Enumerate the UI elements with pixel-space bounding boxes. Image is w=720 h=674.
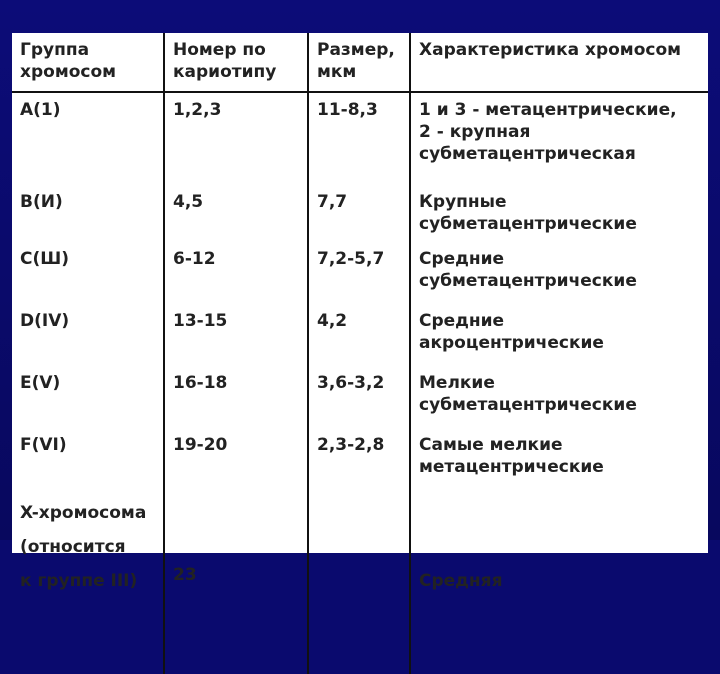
table-row bbox=[12, 490, 708, 674]
cell-size: 7,7 bbox=[308, 185, 410, 242]
cell-group-line: А(1) bbox=[20, 100, 61, 120]
cell-group-line: С(Ш) bbox=[20, 249, 70, 269]
header-size-line: мкм bbox=[317, 62, 357, 82]
cell-group bbox=[12, 428, 164, 490]
cell-characteristic-line: 1 и 3 - метацентрические, bbox=[419, 100, 677, 120]
cell-characteristic-line: Средние bbox=[419, 311, 505, 331]
header-karyotype-line: Номер по bbox=[173, 40, 266, 60]
table-row bbox=[12, 242, 708, 304]
cell-group bbox=[12, 304, 164, 366]
cell-characteristic bbox=[410, 490, 708, 674]
cell-characteristic bbox=[410, 428, 708, 490]
cell-group-line: X-хромосома bbox=[20, 503, 147, 523]
cell-size: 7,2-5,7 bbox=[308, 242, 410, 304]
cell-group bbox=[12, 185, 164, 242]
cell-group bbox=[12, 490, 164, 674]
chromosome-table-container bbox=[12, 33, 708, 591]
header-size bbox=[308, 33, 410, 92]
cell-characteristic-line: Средние bbox=[419, 249, 505, 269]
chromosome-groups-table bbox=[12, 33, 708, 674]
cell-size: 3,6-3,2 bbox=[308, 366, 410, 428]
cell-characteristic-line: субметацентрические bbox=[419, 214, 637, 234]
cell-characteristic bbox=[410, 304, 708, 366]
cell-characteristic-line: метацентрические bbox=[419, 457, 604, 477]
cell-karyotype: 19-20 bbox=[164, 428, 308, 490]
cell-size bbox=[308, 490, 410, 674]
cell-group bbox=[12, 366, 164, 428]
table-row bbox=[12, 366, 708, 428]
cell-characteristic-line: Средняя bbox=[419, 571, 503, 591]
cell-size: 11-8,3 bbox=[308, 92, 410, 185]
cell-group bbox=[12, 242, 164, 304]
table-row bbox=[12, 428, 708, 490]
cell-size: 4,2 bbox=[308, 304, 410, 366]
cell-karyotype bbox=[164, 490, 308, 674]
header-karyotype-line: кариотипу bbox=[173, 62, 277, 82]
cell-characteristic-line bbox=[419, 530, 702, 564]
header-group bbox=[12, 33, 164, 92]
table-row bbox=[12, 185, 708, 242]
cell-characteristic-line bbox=[419, 496, 702, 530]
header-group-line: хромосом bbox=[20, 62, 117, 82]
cell-characteristic bbox=[410, 185, 708, 242]
cell-karyotype-value: 23 bbox=[173, 565, 197, 585]
cell-characteristic-line: Крупные bbox=[419, 192, 507, 212]
cell-characteristic-line: 2 - крупная bbox=[419, 122, 531, 142]
cell-characteristic bbox=[410, 242, 708, 304]
cell-characteristic-line: Самые мелкие bbox=[419, 435, 563, 455]
cell-characteristic bbox=[410, 366, 708, 428]
cell-characteristic-line: субметацентрическая bbox=[419, 144, 636, 164]
cell-characteristic-line: Мелкие bbox=[419, 373, 495, 393]
header-size-line: Размер, bbox=[317, 40, 395, 60]
cell-group-line: F(VI) bbox=[20, 435, 67, 455]
cell-karyotype: 1,2,3 bbox=[164, 92, 308, 185]
cell-karyotype: 4,5 bbox=[164, 185, 308, 242]
cell-characteristic-line: субметацентрические bbox=[419, 271, 637, 291]
cell-group-line: к группе III) bbox=[20, 571, 138, 591]
table-header-row bbox=[12, 33, 708, 92]
cell-group bbox=[12, 92, 164, 185]
table-row bbox=[12, 92, 708, 185]
cell-group-line: D(IV) bbox=[20, 311, 70, 331]
cell-group-line: E(V) bbox=[20, 373, 61, 393]
cell-karyotype: 13-15 bbox=[164, 304, 308, 366]
cell-karyotype: 6-12 bbox=[164, 242, 308, 304]
header-group-line: Группа bbox=[20, 40, 90, 60]
table-row bbox=[12, 304, 708, 366]
header-karyotype bbox=[164, 33, 308, 92]
cell-karyotype: 16-18 bbox=[164, 366, 308, 428]
cell-characteristic-line: субметацентрические bbox=[419, 395, 637, 415]
cell-characteristic-line: акроцентрические bbox=[419, 333, 604, 353]
cell-characteristic bbox=[410, 92, 708, 185]
cell-group-line: (относится bbox=[20, 537, 126, 557]
cell-size: 2,3-2,8 bbox=[308, 428, 410, 490]
cell-group-line: В(И) bbox=[20, 192, 63, 212]
header-characteristic-line: Характеристика хромосом bbox=[419, 40, 682, 60]
header-characteristic bbox=[410, 33, 708, 92]
